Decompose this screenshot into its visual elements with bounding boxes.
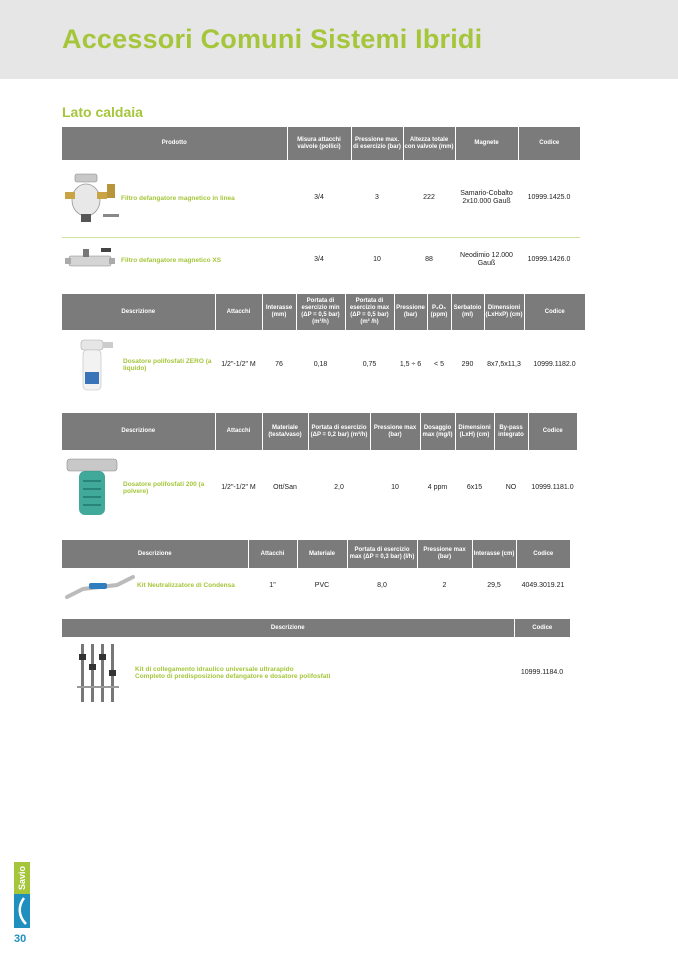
cell-altezza: 222 [403,160,455,237]
kit-neutralizzatore-image [63,571,137,601]
cell-codice: 10999.1184.0 [520,669,564,676]
col-header: By-pass integrato [494,413,528,450]
table-row [62,237,580,283]
table-kit-collegamento [62,619,570,709]
col-header: Attacchi [248,540,297,568]
page-title: Accessori Comuni Sistemi Ibridi [62,24,483,54]
product-cell [62,160,287,237]
col-header: Prodotto [62,127,287,160]
cell-altezza: 88 [425,256,433,264]
col-header: Codice [518,127,580,160]
col-header: Altezza totale con valvole (mm) [403,127,455,160]
product-name: Kit Neutralizzatore di Condensa [137,582,235,590]
cell-pressione: 10 [373,256,381,264]
col-header: P₂O₅ (ppm) [427,294,451,330]
col-header: Pressione max (bar) [417,540,472,568]
col-header: Materiale [297,540,347,568]
table-header [62,294,585,330]
table-filters [62,127,580,283]
table-dosatore-zero [62,294,585,400]
product-cell [62,330,215,400]
col-header: Portata di esercizio max (ΔP = 0,5 bar) (m³ /h) [345,294,394,330]
col-header: Dimensioni (LxH) (cm) [455,413,494,450]
product-name: Dosatore polifosfati 200 (a polvere) [123,480,205,495]
cell-pressione: 3 [351,160,403,237]
cell-portata-max: 0,75 [362,361,377,368]
col-header: Attacchi [215,413,262,450]
dosatore-zero-image [63,334,123,396]
product-description [135,666,330,681]
col-header: Codice [528,413,577,450]
cell-interasse: 76 [275,361,283,368]
col-header: Dosaggio max (mg/l) [420,413,455,450]
filter-xs-image [63,246,121,274]
product-cell [62,637,514,709]
table-row [62,637,570,709]
cell-magnete: Neodimio 12.000 Gauß [460,252,513,268]
col-header: Codice [516,540,570,568]
table-neutralizzatore [62,540,570,604]
product-name: Dosatore polifosfati ZERO (a liquido) [123,357,212,372]
brand-label: Savio [17,866,27,891]
table-header [62,413,577,450]
cell-codice: 10999.1181.0 [531,484,574,491]
cell-portata: 2,0 [334,484,344,491]
cell-dosaggio: 4 ppm [427,484,448,491]
col-header: Pressione (bar) [394,294,427,330]
col-header: Descrizione [62,540,248,568]
cell-portata: 8,0 [377,582,387,589]
col-header: Misura attacchi valvole (pollici) [287,127,351,160]
col-header: Magnete [455,127,518,160]
cell-attacchi: 1/2"-1/2" M [221,484,256,491]
cell-codice: 4049.3019.21 [521,582,565,589]
table-header [62,619,570,637]
col-header: Interasse (cm) [472,540,516,568]
cell-pressione: 1,5 ÷ 6 [399,361,422,368]
cell-codice: 10999.1426.0 [527,256,571,264]
dosatore-200-image [63,453,123,523]
cell-attacchi: 1" [269,582,276,589]
page-number: 30 [14,933,27,945]
cell-dimensioni: 6x15 [466,484,483,491]
brand-logo-icon [14,894,30,928]
product-cell [62,568,248,604]
table-row [62,450,577,526]
cell-attacchi: 3/4 [314,256,324,264]
col-header: Dimensioni (LxHxP) (cm) [484,294,524,330]
col-header: Descrizione [62,294,215,330]
col-header: Codice [514,619,570,637]
col-header: Portata di esercizio max (ΔP = 0,3 bar) (l/h) [347,540,417,568]
product-cell [62,237,287,283]
cell-materiale: PVC [314,582,330,589]
product-name: Filtro defangatore magnetico in linea [121,194,235,202]
filter-inline-image [63,170,121,226]
table-row [62,160,580,237]
cell-pressione: 2 [442,582,447,589]
cell-serbatoio: 290 [461,361,474,368]
col-header: Descrizione [62,619,514,637]
product-cell [62,450,215,526]
col-header: Portata di esercizio (ΔP = 0,2 bar) (m³/h) [308,413,370,450]
cell-interasse: 29,5 [487,582,501,589]
cell-materiale: Ott/San [273,484,297,491]
product-name: Filtro defangatore magnetico XS [121,256,222,264]
section-title: Lato caldaia [62,104,143,120]
col-header: Descrizione [62,413,215,450]
cell-bypass: NO [505,484,517,491]
cell-portata-min: 0,18 [313,361,328,368]
table-dosatore-200 [62,413,577,526]
cell-dimensioni: 8x7,5x11,3 [487,361,521,368]
table-row [62,568,570,604]
table-header [62,540,570,568]
col-header: Interasse (mm) [262,294,296,330]
cell-codice: 10999.1425.0 [518,160,580,237]
col-header: Attacchi [215,294,262,330]
table-header [62,127,580,160]
cell-attacchi: 1/2"-1/2" M [221,361,256,368]
cell-magnete: Samario-Cobalto 2x10.000 Gauß [455,160,518,237]
cell-p2o5: < 5 [434,361,444,368]
col-header: Pressione max (bar) [370,413,420,450]
col-header: Materiale (testa/vaso) [262,413,308,450]
product-name-line: Kit di collegamento idraulico universale ultrarapido [135,665,294,673]
table-row [62,330,585,400]
cell-codice: 10999.1182.0 [533,361,576,368]
col-header: Serbatoio (ml) [451,294,484,330]
col-header: Pressione max. di esercizio (bar) [351,127,403,160]
col-header: Codice [524,294,585,330]
product-name-line: Completo di predisposizione defangatore e dosatore polifosfati [135,673,331,680]
col-header: Portata di esercizio min (ΔP = 0,5 bar) (m³/h) [296,294,345,330]
cell-attacchi: 3/4 [287,160,351,237]
kit-collegamento-image [63,640,135,706]
cell-pressione: 10 [391,484,399,491]
